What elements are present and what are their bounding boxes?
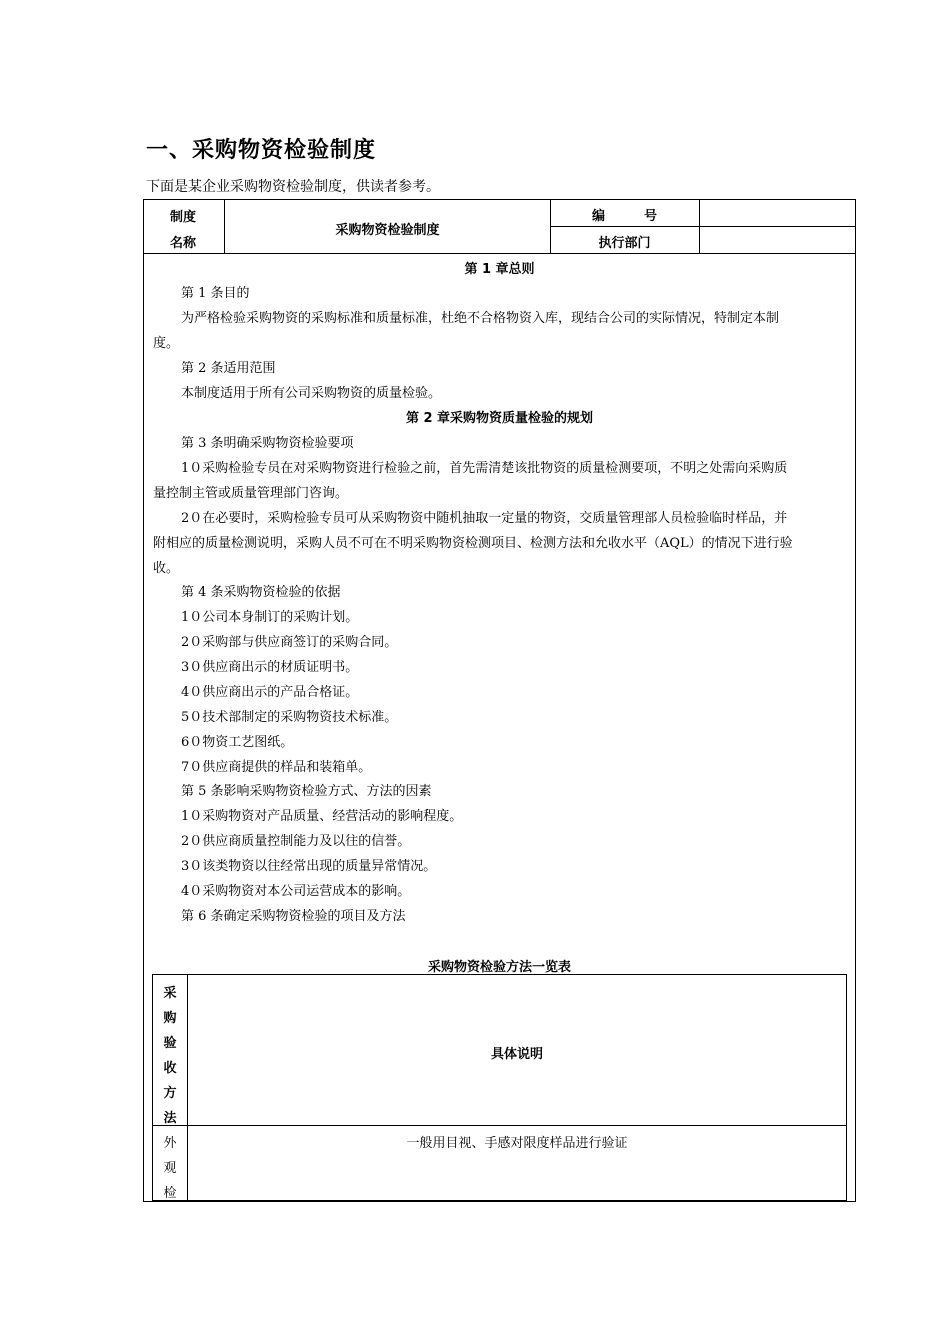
article-1-para-line1: 为严格检验采购物资的采购标准和质量标准，杜绝不合格物资入库，现结合公司的实际情况，特制定本制 bbox=[181, 311, 780, 326]
method-col-header-char: 采 bbox=[163, 986, 177, 1001]
article-6-title: 第 6 条确定采购物资检验的项目及方法 bbox=[181, 909, 406, 924]
article-1-title: 第 1 条目的 bbox=[181, 286, 250, 301]
method-row-char: 外 bbox=[163, 1136, 177, 1151]
article-5-item: 2０供应商质量控制能力及以往的信誉。 bbox=[181, 834, 411, 849]
chapter-2-heading: 第 2 章采购物资质量检验的规划 bbox=[405, 411, 594, 426]
method-row-description: 一般用目视、手感对限度样品进行验证 bbox=[406, 1136, 628, 1151]
method-col-header-char: 法 bbox=[163, 1111, 177, 1126]
number-label: 编 号 bbox=[591, 209, 657, 224]
article-1-para-line2: 度。 bbox=[153, 336, 180, 351]
policy-table bbox=[143, 199, 856, 1202]
intro-text: 下面是某企业采购物资检验制度，供读者参考。 bbox=[146, 179, 440, 195]
method-col-header-char: 方 bbox=[163, 1086, 177, 1101]
name-label-line2: 名称 bbox=[170, 236, 197, 251]
article-4-item: 5０技术部制定的采购物资技术标准。 bbox=[181, 710, 398, 725]
article-2-para: 本制度适用于所有公司采购物资的质量检验。 bbox=[181, 386, 442, 401]
article-3-item1-line2: 量控制主管或质量管理部门咨询。 bbox=[153, 486, 349, 501]
article-4-item: 7０供应商提供的样品和装箱单。 bbox=[181, 760, 372, 775]
article-5-item: 1０采购物资对产品质量、经营活动的影响程度。 bbox=[181, 809, 463, 824]
article-5-title: 第 5 条影响采购物资检验方式、方法的因素 bbox=[181, 784, 432, 799]
method-table bbox=[152, 974, 847, 1202]
method-col-header-char: 购 bbox=[163, 1011, 177, 1026]
method-table-caption: 采购物资检验方法一览表 bbox=[427, 960, 571, 975]
method-row-char: 观 bbox=[163, 1161, 177, 1176]
article-4-item: 2０采购部与供应商签订的采购合同。 bbox=[181, 635, 398, 650]
article-5-item: 3０该类物资以往经常出现的质量异常情况。 bbox=[181, 859, 437, 874]
policy-header bbox=[144, 200, 855, 254]
article-3-item2-line3: 收。 bbox=[153, 561, 180, 576]
method-row-char: 检 bbox=[163, 1186, 177, 1201]
chapter-1-heading: 第 1 章总则 bbox=[464, 262, 535, 277]
page-title: 一、采购物资检验制度 bbox=[146, 138, 377, 163]
article-4-item: 4０供应商出示的产品合格证。 bbox=[181, 685, 359, 700]
dept-label: 执行部门 bbox=[598, 236, 651, 251]
article-3-item1-line1: 1０采购检验专员在对采购物资进行检验之前，首先需清楚该批物资的质量检测要项，不明之处需向采购质 bbox=[181, 461, 788, 476]
article-4-item: 6０物资工艺图纸。 bbox=[181, 735, 294, 750]
article-4-item: 1０公司本身制订的采购计划。 bbox=[181, 610, 359, 625]
article-3-item2-line1: 2０在必要时，采购检验专员可从采购物资中随机抽取一定量的物资，交质量管理部人员检验临时样品，并 bbox=[181, 511, 788, 526]
policy-name-value: 采购物资检验制度 bbox=[335, 223, 440, 238]
article-5-item: 4０采购物资对本公司运营成本的影响。 bbox=[181, 884, 411, 899]
method-col-header-char: 验 bbox=[163, 1036, 177, 1051]
name-label-line1: 制度 bbox=[170, 210, 197, 225]
description-col-header: 具体说明 bbox=[490, 1047, 543, 1062]
article-3-item2-line2: 附相应的质量检测说明，采购人员不可在不明采购物资检测项目、检测方法和允收水平（AQL）的情况下进行验 bbox=[153, 536, 793, 551]
article-3-title: 第 3 条明确采购物资检验要项 bbox=[181, 436, 354, 451]
article-4-item: 3０供应商出示的材质证明书。 bbox=[181, 660, 359, 675]
method-col-header-char: 收 bbox=[163, 1061, 177, 1076]
article-2-title: 第 2 条适用范围 bbox=[181, 361, 276, 376]
article-4-title: 第 4 条采购物资检验的依据 bbox=[181, 585, 341, 600]
